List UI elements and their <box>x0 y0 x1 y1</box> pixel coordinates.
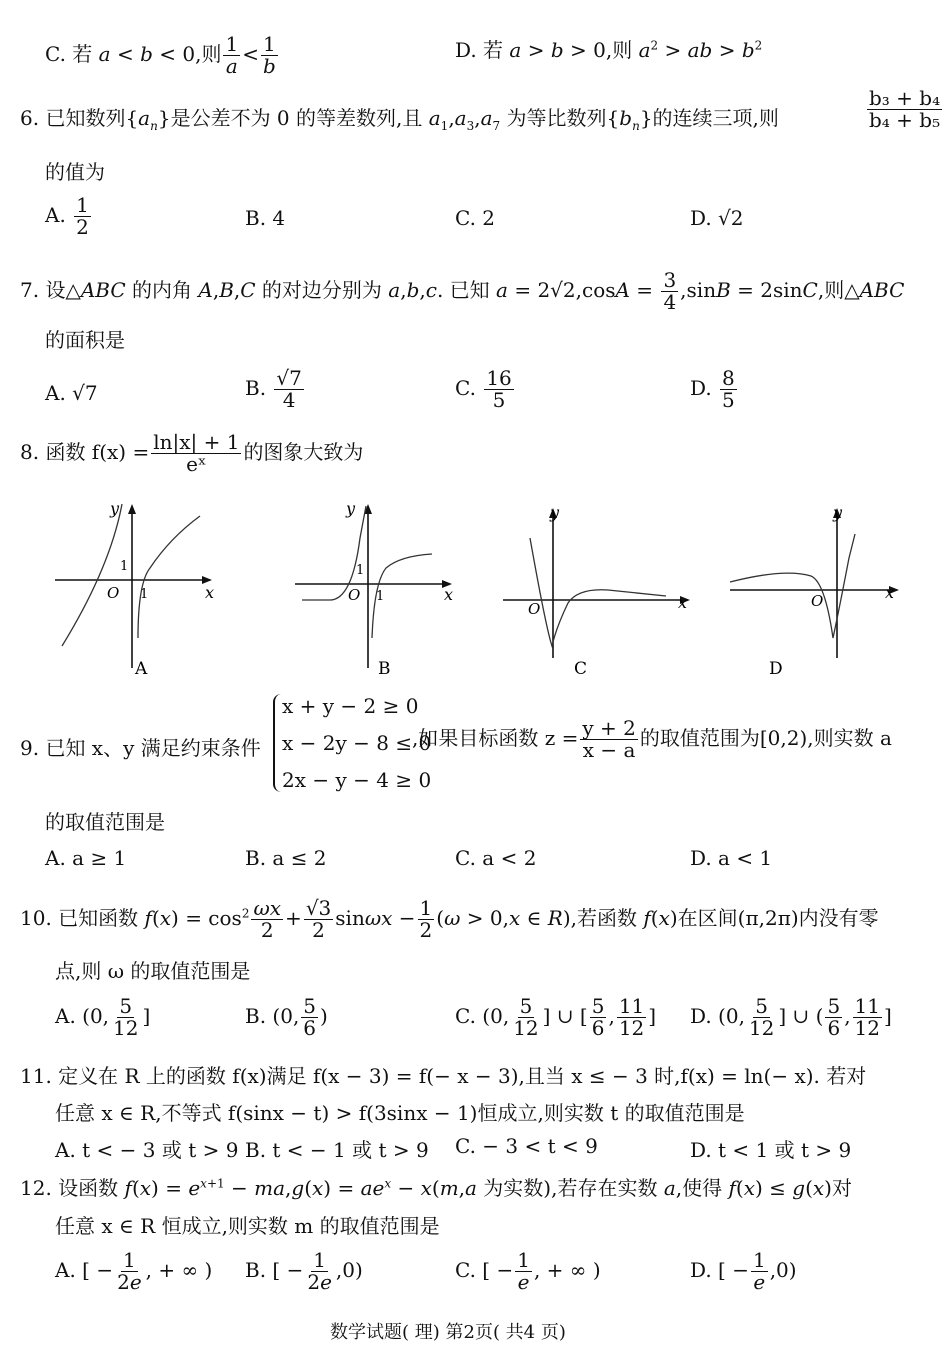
q12-option-c: C. [ − $\frac{1}{e}$ , + ∞ ) <box>455 1248 601 1294</box>
q12-stem-line2: 任意 x ∈ R 恒成立,则实数 m 的取值范围是 <box>55 1214 440 1238</box>
graph-b-x-label: x <box>444 585 454 604</box>
q9-constraint-2: x − 2y − 8 ≤ 0 <box>282 731 432 755</box>
graph-b-label: B <box>378 659 391 678</box>
q7-option-c: C. $\frac{16}{5}$ <box>455 366 512 412</box>
q9-constraint-3: 2x − y − 4 ≥ 0 <box>282 768 432 792</box>
q10-stem: 10. 已知函数 $f(x) = \cos^2$ $\frac{\omega x}{2}$ + $\frac{√3}{2}$ sinωx − $\frac{1}{2}$ (ω > 0,x ∈ R),若函数 f(x)在区间(π,2π)内没有零 <box>20 896 879 942</box>
q9-option-c: C. a < 2 <box>455 846 537 870</box>
graph-b-tick-y: 1 <box>356 563 365 578</box>
graph-c-label: C <box>574 659 588 678</box>
q12-stem: 12. 设函数 $f(x) = e^{x+1} - ma,g(x) = ae^x - x(m,a$ 为实数),若存在实数 a,使得 f(x) ≤ g(x)对 <box>20 1176 852 1200</box>
q6-stem-line2: 的值为 <box>45 160 105 184</box>
q7-stem-line2: 的面积是 <box>45 328 125 352</box>
q7-stem: 7. 设△ABC 的内角 A,B,C 的对边分别为 a,b,c. 已知 a = 2√2,cosA = $\frac{3}{4}$ ,sinB = 2sinC,则△ABC <box>20 268 905 314</box>
q6-stem: 6. 已知数列$\{a_n\}$是公差不为 0 的等差数列,且 $a_1,a_3,a_7$ 为等比数列$\{b_n\}$的连续三项,则 <box>20 106 779 133</box>
graph-d-origin: O <box>811 592 824 610</box>
graph-a-label: A <box>135 659 148 678</box>
q7-option-d: D. $\frac{8}{5}$ <box>690 366 735 412</box>
q11-option-b: B. t < − 1 或 t > 9 <box>245 1138 429 1162</box>
q6-option-d: D. √2 <box>690 206 744 230</box>
graph-d-x-label: x <box>885 583 895 602</box>
q12-option-d: D. [ − $\frac{1}{e}$ ,0) <box>690 1248 797 1294</box>
q7-option-b: B. $\frac{√7}{4}$ <box>245 366 302 412</box>
graph-a-x-label: x <box>205 583 215 602</box>
q6-fraction: $\frac{\text{b₃ + b₄}}{\text{b₄ + b₅}}$ <box>869 86 941 132</box>
graph-d-y-label: y <box>833 503 843 522</box>
graph-b-y-label: y <box>346 499 356 518</box>
q9-constraint-1: x + y − 2 ≥ 0 <box>282 694 419 718</box>
q11-option-c: C. − 3 < t < 9 <box>455 1134 598 1158</box>
graph-a <box>50 498 230 678</box>
q10-option-d: D. (0, $\frac{5}{12}$ ] ∪ ( $\frac{5}{6}$ , $\frac{11}{12}$ ] <box>690 994 892 1040</box>
q7-option-a: A. √7 <box>45 381 98 405</box>
q10-option-c: C. (0, $\frac{5}{12}$ ] ∪ [ $\frac{5}{6}$ , $\frac{11}{12}$ ] <box>455 994 657 1040</box>
graph-b-tick-x: 1 <box>376 589 385 604</box>
graph-d-label: D <box>769 659 783 678</box>
graph-d <box>725 498 915 678</box>
q6-option-c: C. 2 <box>455 206 496 230</box>
q11-stem: 11. 定义在 R 上的函数 f(x)满足 f(x − 3) = f(− x − 3),且当 x ≤ − 3 时,f(x) = ln(− x). 若对 <box>20 1064 867 1088</box>
q5-option-c: C. 若 a < b < 0,则 $\frac{1}{a}$ < $\frac{1}{b}$ <box>45 32 276 78</box>
q10-option-b: B. (0, $\frac{5}{6}$ ) <box>245 994 328 1040</box>
page-footer: 数学试题( 理) 第2页( 共4 页) <box>330 1322 566 1343</box>
q11-option-d: D. t < 1 或 t > 9 <box>690 1138 852 1162</box>
graph-c <box>498 498 698 678</box>
q9-stem-prefix: 9. 已知 x、y 满足约束条件 <box>20 736 261 760</box>
graph-c-x-label: x <box>678 593 688 612</box>
q9-stem-mid: ,如果目标函数 z = $\frac{y + 2}{x - a}$ 的取值范围为[0,2),则实数 a <box>412 716 892 762</box>
q5-option-d: D. 若 a > b > 0,则 $a^2$ > ab > $b^2$ <box>455 38 763 62</box>
q11-stem-line2: 任意 x ∈ R,不等式 f(sinx − t) > f(3sinx − 1)恒成立,则实数 t 的取值范围是 <box>55 1101 745 1125</box>
graph-a-origin: O <box>107 584 120 602</box>
graph-a-tick-x: 1 <box>140 587 149 602</box>
graph-c-origin: O <box>528 600 541 618</box>
q12-option-b: B. [ − $\frac{1}{2e}$ ,0) <box>245 1248 363 1294</box>
q11-option-a: A. t < − 3 或 t > 9 <box>55 1138 239 1162</box>
q10-stem-line2: 点,则 ω 的取值范围是 <box>55 959 251 983</box>
q10-option-a: A. (0, $\frac{5}{12}$ ] <box>55 994 151 1040</box>
q6-option-b: B. 4 <box>245 206 286 230</box>
graph-b-origin: O <box>348 586 361 604</box>
q8-stem: 8. 函数 f(x) = $\frac{\ln|x| + 1}{\text{eˣ}}$ 的图象大致为 <box>20 430 364 476</box>
q9-option-a: A. a ≥ 1 <box>45 846 127 870</box>
graph-c-y-label: y <box>550 503 560 522</box>
q9-option-b: B. a ≤ 2 <box>245 846 327 870</box>
q6-option-a: A. $\frac{1}{2}$ <box>45 193 89 239</box>
graph-b <box>290 498 470 678</box>
graph-a-tick-y: 1 <box>120 559 129 574</box>
q9-stem-line2: 的取值范围是 <box>45 810 165 834</box>
graph-a-y-label: y <box>110 499 120 518</box>
q9-option-d: D. a < 1 <box>690 846 773 870</box>
q12-option-a: A. [ − $\frac{1}{2e}$ , + ∞ ) <box>55 1248 213 1294</box>
